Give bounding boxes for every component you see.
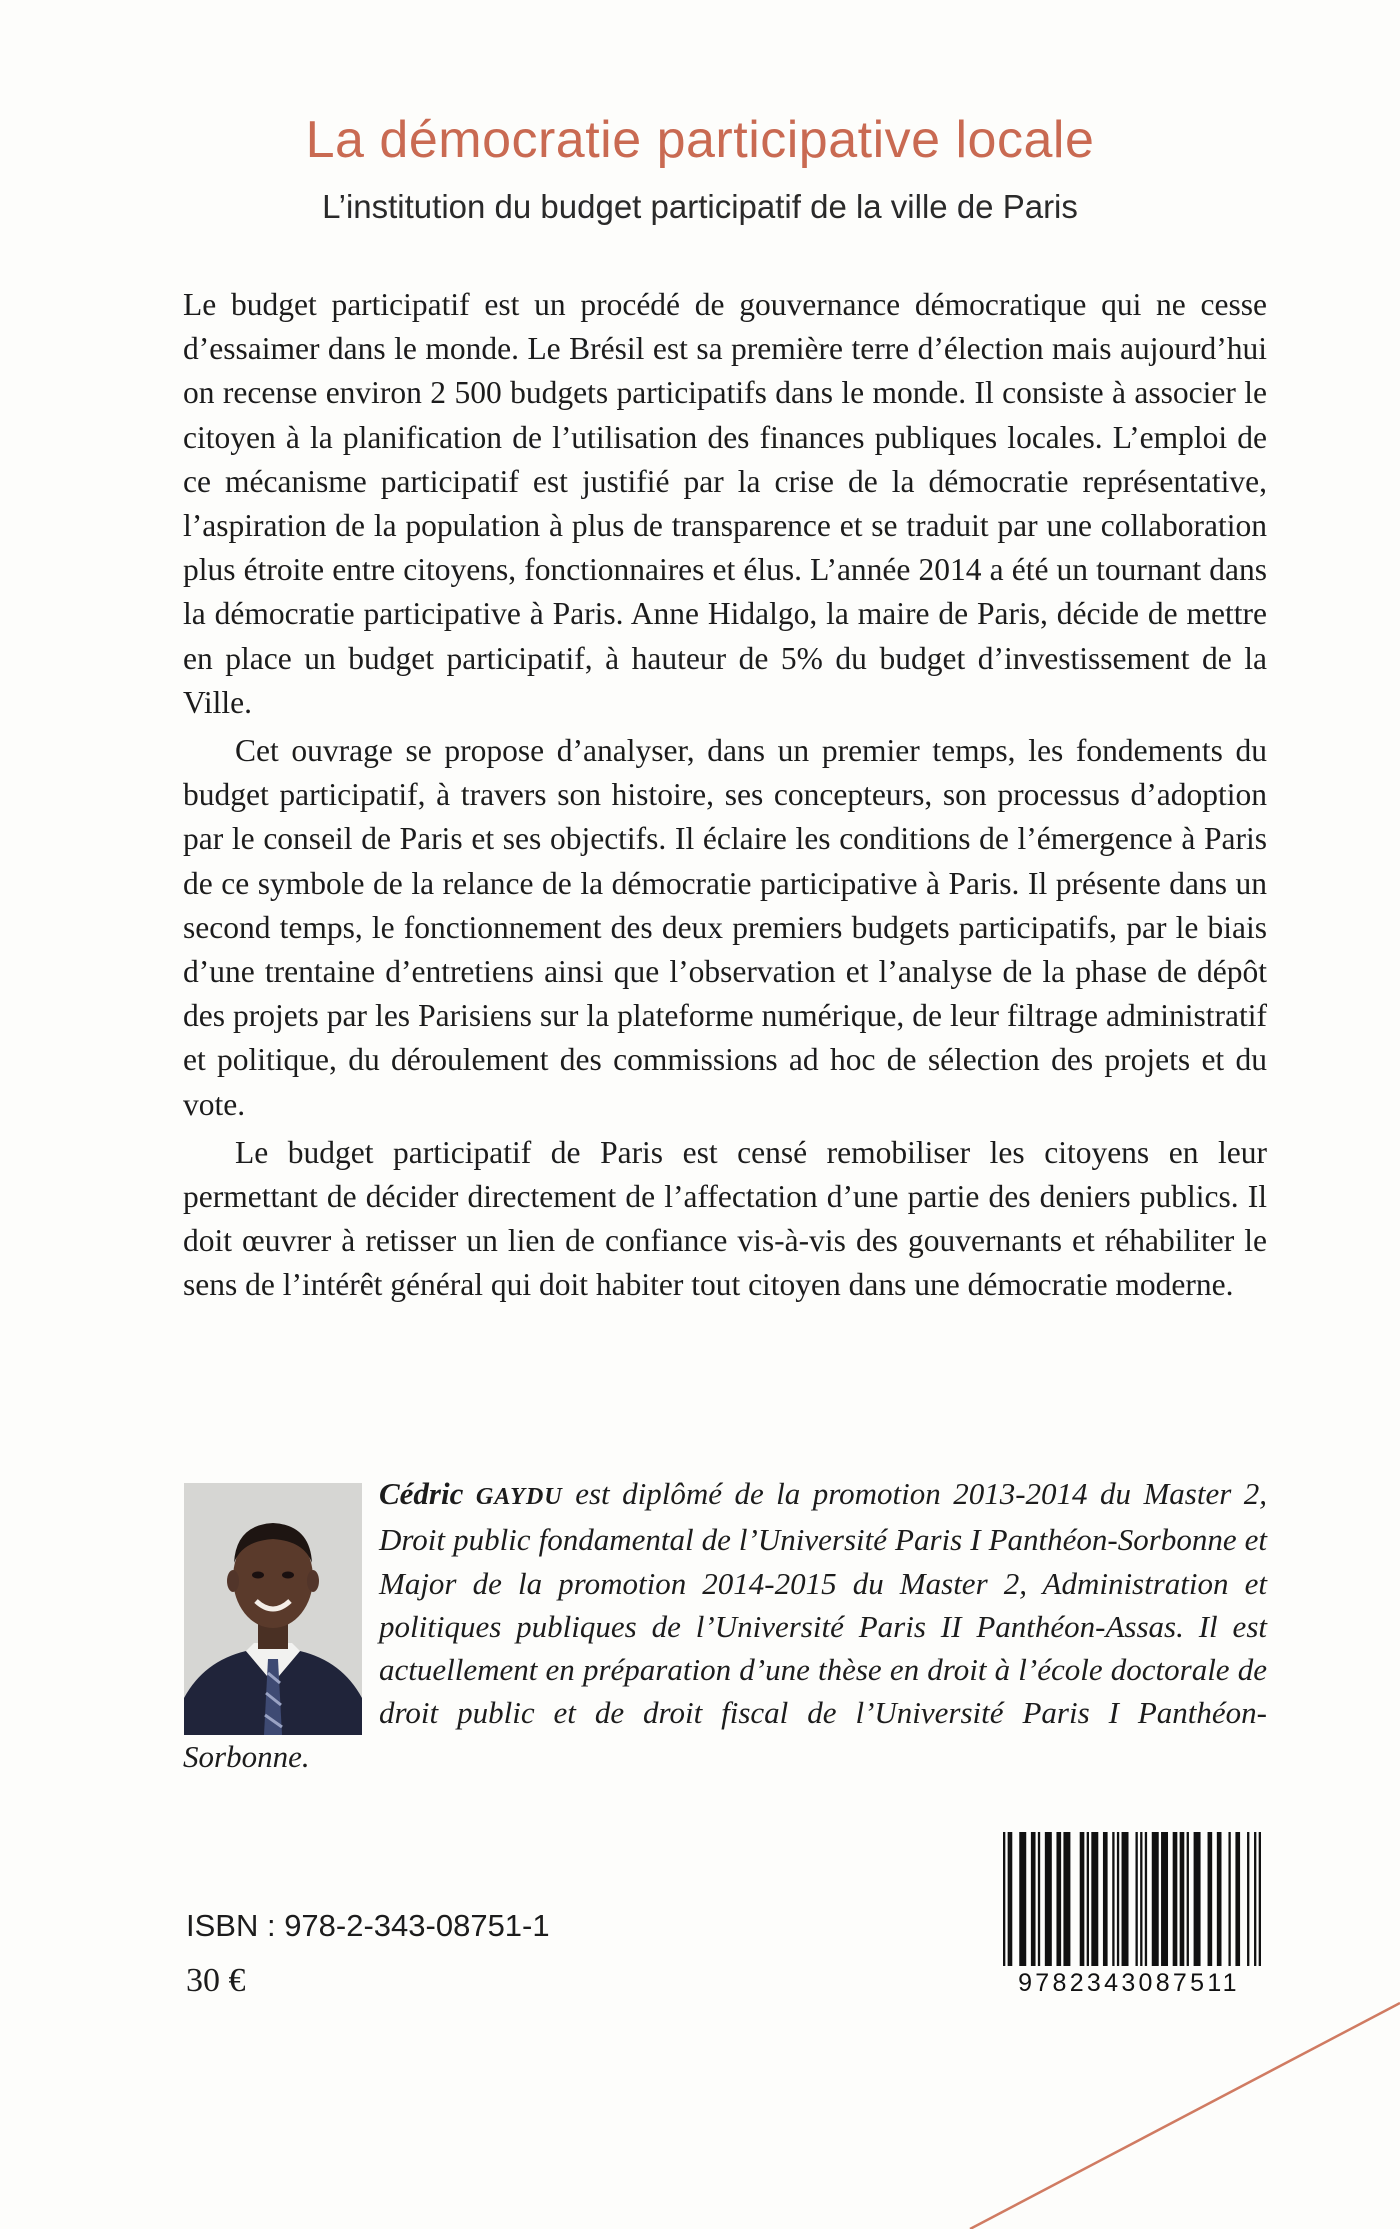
barcode-bar <box>1010 1832 1012 1966</box>
blurb-paragraph-1: Le budget participatif est un procédé de gouvernance démocratique qui ne cesse d’essaimer dans le monde. Le Brésil est sa première terre d’élection mais aujourd’hui on recense environ 2 500 budgets participatifs dans le monde. Il consiste à associer le citoyen à la planification de l’utilisation des finances publiques locales. L’emploi de ce mécanisme participatif est justifié par la crise de la démocratie représentative, l’aspiration de la population à plus de transparence et se traduit par une collaboration plus étroite entre citoyens, fonctionnaires et élus. L’année 2014 a été un tournant dans la démocratie participative à Paris. Anne Hidalgo, la maire de Paris, décide de mettre en place un budget participatif, à hauteur de 5% du budget d’investissement de la Ville. <box>183 287 1267 720</box>
author-bio <box>183 1472 1267 1778</box>
barcode-bar <box>1187 1832 1189 1966</box>
barcode-bar <box>1003 1832 1005 1966</box>
barcode-bar <box>1112 1832 1114 1966</box>
book-title: La démocratie participative locale <box>305 111 1095 169</box>
barcode-bar <box>1008 1832 1010 1966</box>
author-bio-text: est diplômé de la promotion 2013-2014 du Master 2, Droit public fondamental de l’Université Paris I Panthéon-Sorbonne et Major de la promotion 2014-2015 du Master 2, Administration et politiques publiques de l’Université Paris II Panthéon-Assas. Il est actuellement en préparation d’une thèse en droit à l’école doctorale de droit public et de droit fiscal de l’Université Paris I Panthéon-Sorbonne. <box>183 1476 1268 1774</box>
barcode-bar <box>1254 1832 1256 1966</box>
author-first-name: Cédric <box>379 1476 464 1511</box>
barcode-bar <box>1038 1832 1040 1966</box>
barcode <box>993 1832 1265 2013</box>
isbn: ISBN : 978-2-343-08751-1 <box>186 1908 550 1943</box>
barcode-bars <box>1001 1832 1263 1972</box>
barcode-bar <box>1228 1832 1230 1966</box>
barcode-bar <box>1180 1832 1185 1966</box>
barcode-bar <box>1031 1832 1036 1966</box>
barcode-bar <box>1045 1832 1052 1966</box>
barcode-bar <box>1259 1832 1261 1966</box>
barcode-bar <box>1080 1832 1085 1966</box>
barcode-bar <box>1063 1832 1070 1966</box>
author-last-name: GAYDU <box>475 1483 563 1510</box>
blurb-paragraph-3: Le budget participatif de Paris est censé remobiliser les citoyens en leur permettant de décider directement de l’affectation d’une partie des deniers publics. Il doit œuvrer à retisser un lien de confiance vis-à-vis des gouvernants et réhabiliter le sens de l’intérêt général qui doit habiter tout citoyen dans une démocratie moderne. <box>183 1134 1267 1303</box>
barcode-bar <box>1087 1832 1089 1966</box>
barcode-bar <box>1122 1832 1129 1966</box>
author-name <box>379 1476 563 1511</box>
barcode-bar <box>1173 1832 1178 1966</box>
barcode-bar <box>1103 1832 1108 1966</box>
barcode-bar <box>1019 1832 1026 1966</box>
barcode-bar <box>1140 1832 1142 1966</box>
barcode-bar <box>1117 1832 1119 1966</box>
barcode-bar <box>1194 1832 1201 1966</box>
barcode-bar <box>1208 1832 1213 1966</box>
barcode-bar <box>1135 1832 1137 1966</box>
barcode-bar <box>1247 1832 1249 1966</box>
price: 30 € <box>186 1962 246 1999</box>
barcode-bar <box>1235 1832 1240 1966</box>
book-subtitle: L’institution du budget participatif de la ville de Paris <box>322 188 1078 225</box>
barcode-bar <box>1152 1832 1159 1966</box>
barcode-bar <box>1145 1832 1147 1966</box>
barcode-bar <box>1217 1832 1222 1966</box>
barcode-bar <box>1161 1832 1168 1966</box>
barcode-digits: 9782343087511 <box>1018 1969 1240 1997</box>
barcode-bar <box>1091 1832 1098 1966</box>
blurb <box>183 283 1267 1308</box>
barcode-bar <box>1056 1832 1061 1966</box>
blurb-paragraph-2: Cet ouvrage se propose d’analyser, dans un premier temps, les fondements du budget participatif, à travers son histoire, ses concepteurs, son processus d’adoption par le conseil de Paris et ses objectifs. Il éclaire les conditions de l’émergence à Paris de ce symbole de la relance de la démocratie participative à Paris. Il présente dans un second temps, le fonctionnement des deux premiers budgets participatifs, par le biais d’une trentaine d’entretiens ainsi que l’observation et l’analyse de la phase de dépôt des projets par les Parisiens sur la plateforme numérique, de leur filtrage administratif et politique, du déroulement des commissions ad hoc de sélection des projets et du vote. <box>183 733 1267 1122</box>
